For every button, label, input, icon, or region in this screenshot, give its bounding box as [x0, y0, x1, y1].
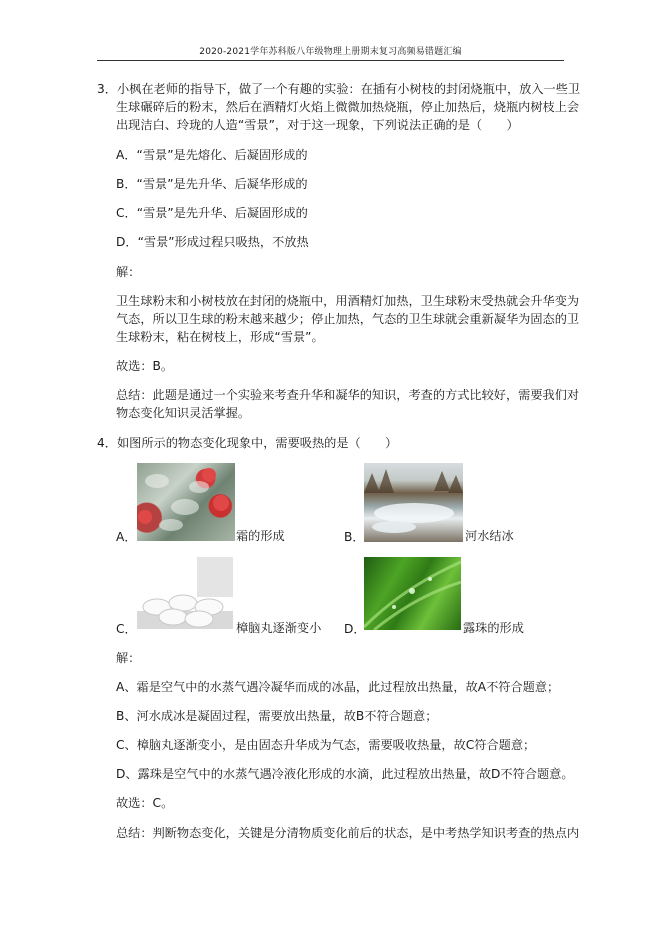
- q4-solution-line-4: D、露珠是空气中的水蒸气遇冷液化形成的水滴，此过程放出热量，故D不符合题意。: [116, 767, 574, 781]
- q3-summary-line-1: 总结：此题是通过一个实验来考查升华和凝华的知识，考查的方式比较好，需要我们对: [116, 388, 580, 402]
- q3-summary-line-2: 物态变化知识灵活掌握。: [116, 406, 251, 420]
- q3-solution-line-1: 卫生球粉末和小树枝放在封闭的烧瓶中，用酒精灯加热，卫生球粉末受热就会升华变为: [116, 294, 580, 308]
- river-ice-photo: [364, 463, 463, 542]
- q4-option-a-caption: 霜的形成: [236, 529, 285, 543]
- q4-answer: 故选：C。: [116, 796, 174, 810]
- frost-photo: [137, 463, 235, 541]
- camphor-balls-photo: [137, 557, 233, 629]
- q4-solution-line-2: B、河水成冰是凝固过程，需要放出热量，故B不符合题意；: [116, 709, 438, 723]
- q4-summary-line-1: 总结：判断物态变化，关键是分清物质变化前后的状态，是中考热学知识考查的热点内: [116, 826, 580, 840]
- q3-option-c: C．“雪景”是先升华、后凝固形成的: [116, 206, 308, 220]
- q3-option-b: B．“雪景”是先升华、后凝华形成的: [116, 177, 308, 191]
- q3-stem-line-1: 3．小枫在老师的指导下，做了一个有趣的实验：在插有小树枝的封闭烧瓶中，放入一些卫: [97, 82, 581, 96]
- q4-solution-label: 解：: [116, 651, 141, 665]
- q3-option-a: A．“雪景”是先熔化、后凝固形成的: [116, 148, 308, 162]
- q4-stem: 4．如图所示的物态变化现象中，需要吸热的是（ ）: [97, 436, 398, 450]
- q4-solution-line-1: A、霜是空气中的水蒸气遇冷凝华而成的冰晶，此过程放出热量，故A不符合题意；: [116, 680, 560, 694]
- q3-solution-line-3: 生球粉末，粘在树枝上，形成“雪景”。: [116, 330, 324, 344]
- q3-option-d: D．“雪景”形成过程只吸热，不放热: [116, 235, 309, 249]
- q4-option-c-caption: 樟脑丸逐渐变小: [236, 621, 322, 635]
- q4-option-b-letter: B．: [344, 530, 365, 544]
- q4-solution-line-3: C、樟脑丸逐渐变小，是由固态升华成为气态，需要吸收热量，故C符合题意；: [116, 738, 536, 752]
- q3-solution-line-2: 气态，所以卫生球的粉末越来越少；停止加热，气态的卫生球就会重新凝华为固态的卫: [116, 312, 580, 326]
- q3-stem-line-2: 生球碾碎后的粉末，然后在酒精灯火焰上微微加热烧瓶，停止加热后，烧瓶内树枝上会: [116, 100, 580, 114]
- q3-stem-line-3: 出现洁白、玲珑的人造“雪景”，对于这一现象，下列说法正确的是（ ）: [116, 118, 519, 132]
- q4-option-a-letter: A．: [116, 530, 137, 544]
- q4-option-c-letter: C．: [116, 622, 137, 636]
- page-header: 2020-2021学年苏科版八年级物理上册期末复习高频易错题汇编: [199, 47, 462, 57]
- q3-answer: 故选：B。: [116, 359, 174, 373]
- q3-solution-label: 解：: [116, 265, 141, 279]
- q4-option-d-caption: 露珠的形成: [463, 621, 524, 635]
- dew-grass-photo: [364, 557, 461, 630]
- q4-option-b-caption: 河水结冰: [465, 529, 514, 543]
- header-divider: [97, 60, 564, 61]
- q4-option-d-letter: D．: [344, 622, 366, 636]
